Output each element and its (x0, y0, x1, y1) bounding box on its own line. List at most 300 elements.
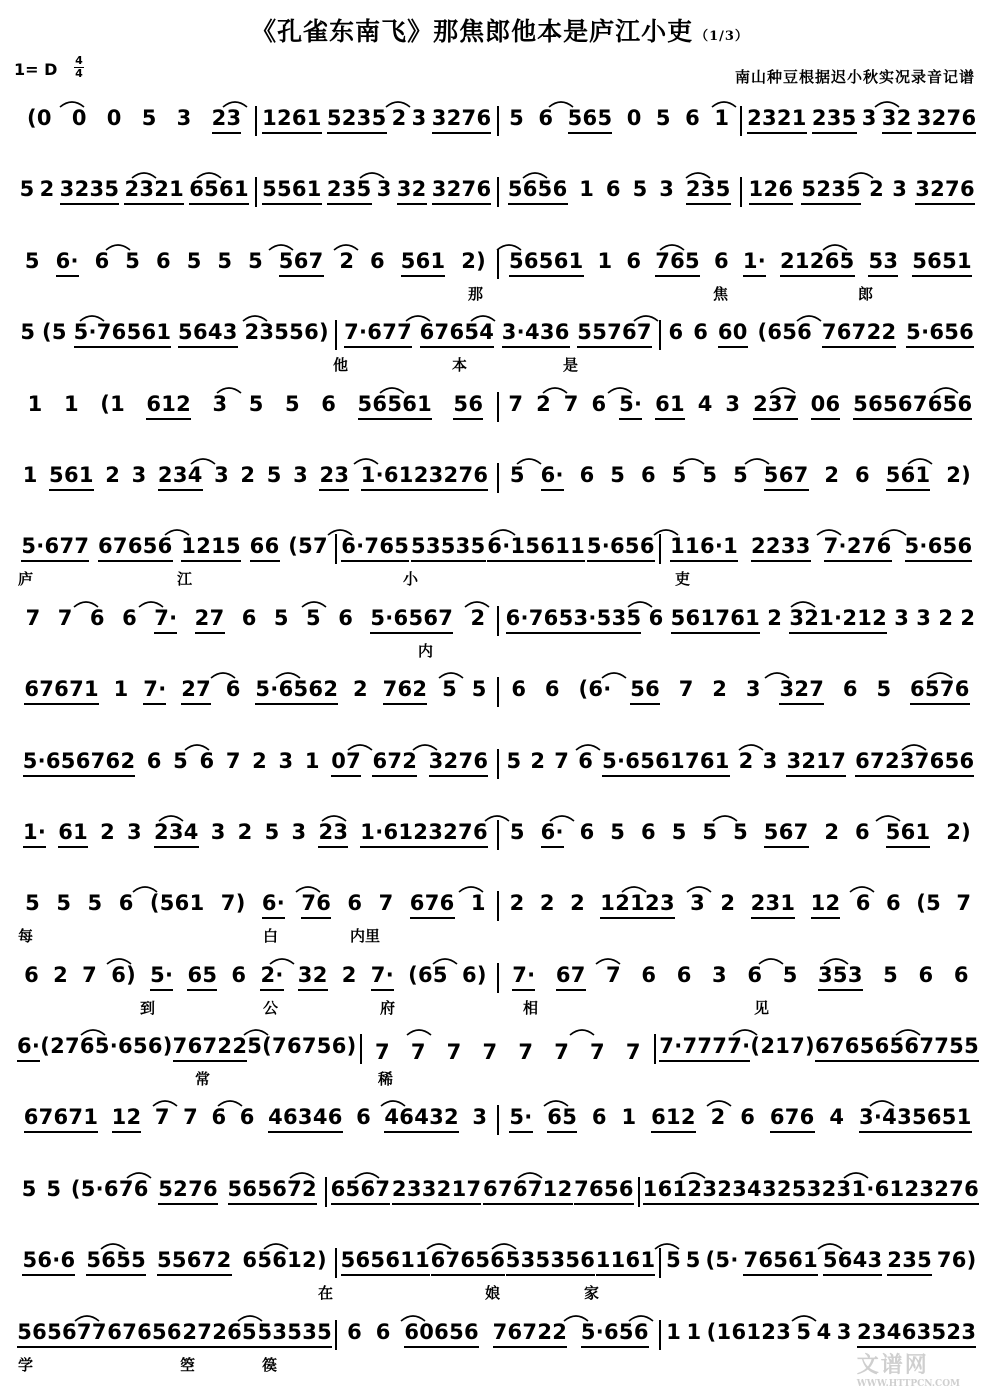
note-group: 67656 (431, 1248, 506, 1278)
note-group: 3 (894, 605, 910, 630)
note-group: 27 (195, 606, 225, 636)
score-row (0, 161, 1000, 232)
note-group: 56567656 (853, 392, 972, 422)
note-group: 561 (49, 463, 94, 493)
measure (14, 891, 497, 921)
note-group: 12 (811, 891, 841, 921)
measure (14, 320, 335, 350)
lyric-syllable: 相 (523, 998, 539, 1017)
note-group: 6·765 (341, 534, 409, 564)
note-group: 2 (391, 106, 407, 130)
note-group: (276 (40, 1034, 95, 1059)
note-group: 676712 (483, 1177, 572, 1207)
note-group: (6· (578, 677, 612, 702)
note-group: 612 (146, 392, 191, 422)
score-row (0, 304, 1000, 375)
note-group: (656 (757, 320, 813, 345)
note-group: 7 (225, 748, 241, 773)
note-group: 6 (544, 677, 560, 702)
note-group: 3 (127, 819, 142, 844)
lyric-syllable: 白 (263, 927, 279, 946)
note-group: 3 (916, 605, 932, 630)
note-group: 5 (702, 819, 718, 844)
note-group: 6 (885, 891, 901, 916)
measure (661, 1248, 982, 1278)
note-group: 56 (630, 677, 660, 707)
note-group: 23 (318, 820, 348, 850)
note-group: 561 (886, 463, 931, 493)
note-group: 5 (87, 891, 103, 916)
note-group: 5 (19, 177, 35, 202)
note-group: 612 (651, 1105, 696, 1135)
note-group: 7 (410, 1040, 426, 1065)
notation-line (14, 963, 982, 993)
note-group: 7 (554, 748, 570, 773)
lyric-syllable: 稀 (378, 1070, 394, 1089)
note-group: 7· (143, 677, 166, 707)
page-title (0, 12, 1000, 48)
note-group: 6 (347, 1319, 363, 1344)
note-group: 1·6123276 (361, 463, 489, 493)
notation-line (14, 106, 982, 136)
notation-line (14, 249, 982, 279)
note-group: 0 (71, 106, 87, 130)
measure (14, 1105, 497, 1135)
note-group: 5 (186, 248, 202, 273)
note-group: 23556) (244, 320, 329, 345)
notation-line (14, 891, 982, 921)
note-group: 6·15611 (487, 534, 585, 564)
note-group: 76722 (822, 320, 897, 350)
measure (499, 820, 982, 850)
note-group: 3 (861, 106, 877, 130)
note-group: 2 (712, 677, 728, 702)
measure (499, 963, 982, 993)
note-group: 3 (291, 819, 307, 844)
note-group: 233217 (392, 1177, 481, 1207)
lyrics-line (14, 783, 982, 803)
note-group: 6· (541, 820, 564, 850)
note-group: 5 (21, 1176, 37, 1201)
note-group: 1 (113, 677, 129, 702)
note-group: 6 (347, 891, 363, 916)
measure (362, 1040, 655, 1064)
note-group: 7) (220, 891, 246, 916)
note-group: 6 (676, 962, 692, 987)
note-group: 5656 (508, 177, 568, 207)
note-group: 06 (811, 392, 841, 422)
note-group: 5643 (178, 320, 238, 350)
note-group: 2 (341, 962, 357, 987)
measure (337, 1320, 658, 1350)
note-group: 7 (956, 891, 972, 916)
notation-line (14, 606, 982, 636)
note-group: 6 (118, 891, 134, 916)
lyric-syllable: 学 (18, 1355, 34, 1374)
measure (257, 177, 498, 207)
note-group: 7 (678, 677, 694, 702)
note-group: 6 (918, 962, 934, 987)
note-group: 235 (812, 106, 857, 136)
note-group: 53 (868, 249, 898, 279)
note-group: 2) (461, 248, 487, 273)
note-group: (57 (288, 534, 328, 559)
measure (14, 1248, 335, 1278)
note-group: 5 (248, 248, 264, 273)
note-group: 23 (319, 463, 349, 493)
note-group: 5 (125, 248, 141, 273)
note-group: 231 (751, 891, 796, 921)
note-group: 7·777 (659, 1034, 727, 1064)
measure (499, 463, 982, 493)
note-group: 6·7653·535 (506, 606, 642, 636)
note-group: 5235 (801, 177, 861, 207)
note-group: 32 (882, 106, 912, 136)
lyrics-line (14, 140, 982, 160)
note-group: 353 (818, 963, 863, 993)
note-group: 6 (648, 605, 664, 630)
measure (14, 392, 497, 422)
note-group: (76756) (262, 1034, 357, 1059)
note-group: 67671 (24, 677, 99, 707)
lyrics-line (14, 640, 982, 660)
note-group: 3 (210, 819, 226, 844)
note-group: 25323 (777, 1177, 852, 1207)
lyrics-line (14, 1354, 982, 1374)
note-group: 7 (183, 1105, 199, 1130)
note-group: 3276 (432, 177, 492, 207)
note-group: 6 (94, 248, 110, 273)
note-group: 7656 (574, 1177, 634, 1207)
note-group: 676 (770, 1105, 815, 1135)
note-group: 1 (686, 1319, 702, 1344)
note-group: 7 (25, 605, 41, 630)
measure (14, 820, 497, 850)
note-group: 5 (610, 462, 626, 487)
notation-line (14, 820, 982, 850)
note-group: 3 (278, 748, 294, 773)
note-group: (217) (750, 1034, 815, 1059)
note-group: 61 (655, 392, 685, 422)
measure (499, 392, 982, 422)
lyrics-line (14, 711, 982, 731)
note-group: 5 (733, 819, 749, 844)
note-group: 53535 (257, 1320, 332, 1350)
note-group: 27265 (182, 1320, 257, 1350)
lyrics-line (14, 1282, 982, 1302)
note-group: 3 (725, 391, 741, 416)
note-group: 1 (621, 1105, 637, 1130)
score-row (0, 233, 1000, 304)
note-group: 237 (753, 392, 798, 422)
note-group: 76) (936, 1248, 977, 1273)
note-group: 5· (619, 392, 642, 422)
score-row (0, 447, 1000, 518)
measure (499, 177, 740, 207)
note-group: 66 (250, 534, 280, 564)
note-group: 2 (869, 177, 885, 202)
note-group: 6576 (910, 677, 970, 707)
note-group: 5 (24, 248, 40, 273)
note-group: 7 (378, 891, 394, 916)
lyric-syllable: 内里 (350, 927, 381, 946)
time-signature (74, 55, 84, 80)
note-group: 6561 (189, 177, 249, 207)
note-group: 5 (655, 106, 671, 130)
note-group: 32 (397, 177, 427, 207)
note-group: 56561 (358, 392, 433, 422)
note-group: 321·212 (789, 606, 887, 636)
score-row (0, 518, 1000, 589)
lyrics-line (14, 497, 982, 517)
note-group: 5 (883, 962, 899, 987)
note-group: 32343 (702, 1177, 777, 1207)
lyric-syllable: 那 (468, 284, 484, 303)
note-group: 5· (509, 1105, 532, 1135)
note-group: 6 (370, 248, 385, 273)
score-row (0, 661, 1000, 732)
note-group: 4 (816, 1319, 832, 1344)
note-group: 6 (640, 819, 656, 844)
note-group: 46432 (384, 1105, 459, 1135)
measure (327, 1177, 638, 1207)
measure (14, 177, 255, 207)
note-group: 7·276 (824, 534, 892, 564)
note-group: 1 (714, 106, 730, 130)
lyric-syllable: 家 (584, 1284, 600, 1303)
note-group: 567 (279, 249, 324, 279)
measure (656, 1034, 982, 1064)
note-group: 1 (666, 1319, 682, 1344)
notation-line (14, 1320, 982, 1350)
note-group: 5 (306, 605, 321, 630)
note-group: 5·656 (906, 320, 974, 350)
note-group: 2· (260, 963, 283, 993)
lyric-syllable: 吏 (675, 570, 691, 589)
note-group: 1 (597, 248, 613, 273)
note-group: 2 (738, 748, 754, 773)
note-group: 6 (579, 462, 595, 487)
note-group: 7 (625, 1040, 641, 1065)
note-group: 6 (693, 320, 709, 345)
note-group: 1 (304, 748, 320, 773)
note-group: 7 (446, 1040, 462, 1065)
notation-line (14, 1034, 982, 1064)
lyrics-line (14, 354, 982, 374)
note-group: 5655 (86, 1248, 146, 1278)
note-group: 565672 (228, 1177, 317, 1207)
notation-line (14, 177, 982, 207)
note-group: 5 (733, 462, 749, 487)
note-group: 55767 (577, 320, 652, 350)
measure (14, 106, 255, 136)
note-group: 61 (58, 820, 88, 850)
note-group: 7 (482, 1040, 498, 1065)
watermark-url: WWW.HTTPCN.COM (856, 1379, 960, 1389)
lyric-syllable: 庐 (18, 570, 34, 589)
note-group: 7· (371, 963, 394, 993)
score-row (0, 1161, 1000, 1232)
note-group: 2 (509, 891, 525, 916)
lyric-syllable: 篌 (262, 1355, 278, 1374)
note-group: 5·6567 (370, 606, 453, 636)
measure (14, 1034, 360, 1064)
note-group: 2 (237, 819, 253, 844)
score-row (0, 733, 1000, 804)
measure (661, 534, 982, 564)
measure (661, 1320, 982, 1350)
note-group: 5 (25, 891, 41, 916)
measure (14, 1177, 325, 1207)
note-group: 3217 (786, 749, 846, 779)
note-group: 535356 (506, 1248, 595, 1278)
note-group: 1 (27, 391, 43, 416)
note-group: 5 (876, 677, 892, 702)
note-group: 6· (17, 1034, 40, 1064)
note-group: 567 (764, 463, 809, 493)
lyric-syllable: 箜 (180, 1355, 196, 1374)
note-group: 76 (301, 891, 331, 921)
note-group: 2 (824, 819, 840, 844)
measure (640, 1177, 982, 1207)
note-group: 2 (767, 605, 783, 630)
note-group: 5 (46, 1176, 62, 1201)
meter-top: 4 (75, 54, 83, 67)
note-group: 7· (154, 606, 177, 636)
note-group: 6· (56, 249, 79, 279)
lyric-syllable: 他 (333, 356, 349, 375)
note-group: 65 (187, 963, 217, 993)
note-group: 5 (471, 677, 487, 702)
note-group: 1 (22, 462, 38, 487)
note-group: 5 (666, 1248, 681, 1273)
lyric-syllable: 小 (403, 570, 419, 589)
note-group: 7 (154, 1105, 170, 1130)
notation-line (14, 320, 982, 350)
note-group: 2 (339, 248, 355, 273)
note-group: 5276 (158, 1177, 218, 1207)
note-group: 6 (641, 962, 657, 987)
note-group: 56561 (509, 249, 584, 279)
note-group: 7 (518, 1040, 534, 1065)
note-group: 5 (509, 462, 525, 487)
note-group: 4 (697, 391, 713, 416)
note-group: 07 (331, 749, 361, 779)
note-group: 3 (411, 106, 427, 130)
lyrics-line (14, 283, 982, 303)
note-group: 1 (579, 177, 595, 202)
note-group: 567 (764, 820, 809, 850)
note-group: 2) (946, 462, 972, 487)
note-group: 76722 (173, 1034, 248, 1064)
note-group: 565611 (341, 1248, 430, 1278)
note-group: 6765656 (815, 1034, 919, 1064)
note-group: 2321 (747, 106, 807, 136)
note-group: (65 (408, 962, 448, 987)
note-group: 3·436 (502, 320, 570, 350)
measure (499, 249, 982, 279)
note-group: 5 (273, 605, 289, 630)
lyrics-line (14, 854, 982, 874)
note-group: 7 (508, 391, 524, 416)
measure (14, 677, 497, 707)
note-group: 67654 (420, 320, 495, 350)
note-group: 67656 (107, 1320, 182, 1350)
note-group: 7·677 (344, 320, 412, 350)
note-group: 234 (154, 820, 199, 850)
note-group: 27 (181, 677, 211, 707)
note-group: 23 (212, 106, 242, 136)
note-group: 5 (632, 177, 648, 202)
notation-line (14, 392, 982, 422)
lyric-syllable: 府 (380, 998, 396, 1017)
measure (14, 606, 497, 636)
note-group: 6 (747, 962, 763, 987)
score-row (0, 1018, 1000, 1089)
note-group: 327 (779, 677, 824, 707)
measure (499, 891, 982, 921)
note-group: 3 (712, 962, 727, 987)
note-group: 1612 (643, 1177, 703, 1207)
note-group: 6 (579, 819, 595, 844)
note-group: 5·6561761 (602, 749, 730, 779)
measure (499, 1105, 982, 1135)
note-group: 6 (640, 462, 656, 487)
note-group: 23463523 (857, 1320, 976, 1350)
note-group: 2 (352, 677, 368, 702)
watermark-text: 文谱网 (856, 1352, 929, 1378)
note-group: 5·656 (905, 534, 973, 564)
note-group: 2 (105, 462, 121, 487)
note-group: 6 (740, 1105, 756, 1130)
note-group: 65612) (242, 1248, 327, 1273)
note-group: 76561 (743, 1248, 818, 1278)
lyrics-line (14, 426, 982, 446)
measure (499, 106, 740, 136)
note-group: 6 (668, 320, 684, 345)
note-group: 3 (212, 391, 228, 416)
note-group: 5 (509, 819, 525, 844)
score-row (0, 875, 1000, 946)
note-group: 116·1 (670, 534, 738, 564)
note-group: (5· (705, 1248, 739, 1273)
note-group: 2233 (751, 534, 811, 564)
notation-line (14, 749, 982, 779)
note-group: 561 (886, 820, 931, 850)
note-group: 5 (264, 819, 280, 844)
note-group: (561 (149, 891, 205, 916)
note-group: 3 (472, 1105, 488, 1130)
measure (14, 249, 497, 279)
note-group: 7· (512, 963, 535, 993)
score-row (0, 376, 1000, 447)
note-group: 53535 (411, 534, 486, 564)
note-group: 6 (538, 106, 554, 130)
measure (14, 1320, 335, 1350)
measure (661, 320, 982, 350)
note-group: 12123 (600, 891, 675, 921)
note-group: 2 (570, 891, 585, 916)
note-group: 5 (173, 748, 189, 773)
note-group: 6· (262, 891, 285, 921)
note-group: 5·656762 (23, 749, 136, 779)
site-watermark (857, 1348, 960, 1389)
lyric-syllable: 焦 (713, 284, 729, 303)
lyric-syllable: 在 (318, 1284, 334, 1303)
note-group: 3235 (60, 177, 120, 207)
note-group: 6) (111, 962, 137, 987)
note-group: 1· (743, 249, 766, 279)
